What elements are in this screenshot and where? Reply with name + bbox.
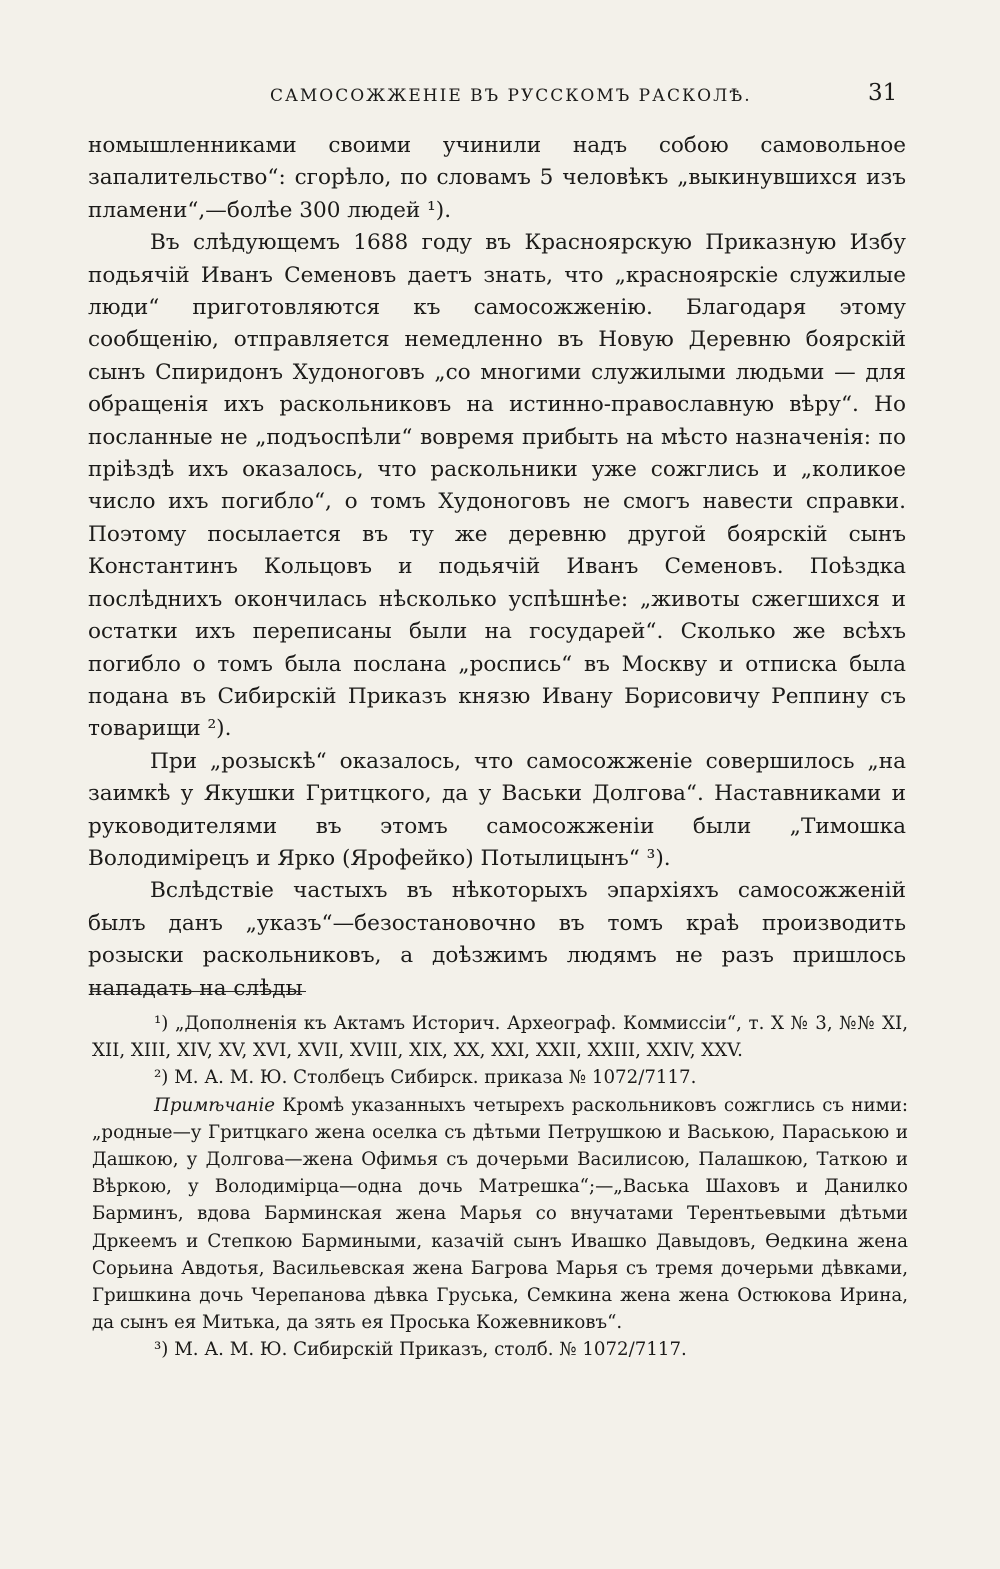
footnote-marker: ¹) — [154, 1013, 169, 1034]
paragraph: Вслѣдствіе частыхъ въ нѣкоторыхъ эпархіяхъ самосожженій былъ данъ „указъ“—безостановочно въ томъ краѣ производить розыски раскольниковъ, а доѣзжимъ людямъ не разъ пришлось нападать на слѣды — [88, 878, 906, 1001]
footnote-text: М. А. М. Ю. Сибирскій Приказъ, столб. № 1072/7117. — [174, 1339, 687, 1361]
footnote-marker: ³) — [154, 1339, 169, 1361]
footnote-divider — [90, 991, 306, 992]
note-label: Примѣчаніе — [154, 1094, 276, 1116]
paragraph-continued: номышленниками своими учинили надъ собою самовольное запалительство“: сгорѣло, по словамъ 5 человѣкъ „выкинувшихся изъ пламени“,—болѣе 300 людей ¹). — [88, 133, 906, 223]
running-head: САМОСОЖЖЕНІЕ ВЪ РУССКОМЪ РАСКОЛѢ. — [270, 86, 752, 106]
footnote-text: „Дополненія къ Актамъ Историч. Археограф. Коммиссіи“, т. X № 3, №№ XI, XII, XIII, XIV, XV, XVI, XVII, XVIII, XIX, XX, XXI, XXII, XXIII, XXIV, XXV. — [92, 1013, 908, 1062]
main-text — [88, 130, 906, 1005]
footnote-1 — [92, 1010, 908, 1064]
paragraph: Въ слѣдующемъ 1688 году въ Красноярскую Приказную Избу подьячій Иванъ Семеновъ даетъ знать, что „красноярскіе служилые люди“ приготовляются къ самосожженію. Благодаря этому сообщенію, отправляется немедленно въ Новую Деревню боярскій сынъ Спиридонъ Худоноговъ „со многими служилыми людьми — для обращенія ихъ раскольниковъ на истинно-православную вѣру“. Но посланные не „подъоспѣли“ вовремя прибыть на мѣсто назначенія: по пріѣздѣ ихъ оказалось, что раскольники уже сожглись и „коликое число ихъ погибло“, о томъ Худоноговъ не смогъ навести справки. Поэтому посылается въ ту же деревню другой боярскій сынъ Константинъ Кольцовъ и подьячій Иванъ Семеновъ. Поѣздка послѣднихъ окончилась нѣсколько успѣшнѣе: „животы сжегшихся и остатки ихъ переписаны были на государей“. Сколько же всѣхъ погибло о томъ была послана „роспись“ въ Москву и отписка была подана въ Сибирскій Приказъ князю Ивану Борисовичу Реппину съ товарищи ²). — [88, 230, 906, 742]
paragraph: При „розыскѣ“ оказалось, что самосожженіе совершилось „на заимкѣ у Якушки Гритцкого, да у Васьки Долгова“. Наставниками и руководителями въ этомъ самосожженіи были „Тимошка Володимірецъ и Ярко (Ярофейко) Потылицынъ“ ³). — [88, 748, 906, 871]
note-text: Кромѣ указанныхъ четырехъ раскольниковъ сожглись съ ними: „родные—у Гритцкаго жена оселка съ дѣтьми Петрушкою и Ваською, Параською и Дашкою, у Долгова—жена Офимья съ дочерьми Василисою, Палашкою, Таткою и Вѣркою, у Володимірца—одна дочь Матрешка“;—„Васька Шаховъ и Данилко Барминъ, вдова Барминская жена Марья со внучатами Терентьевыми дѣтьми Дркеемъ и Степкою Бармиными, казачій сынъ Ивашко Давыдовъ, Ѳедкина жена Сорьина Авдотья, Васильевская жена Багрова Марья съ тремя дочерьми дѣвками, Гришкина дочь Черепанова дѣвка Груська, Семкина жена жена Остюкова Ирина, да сынъ ея Митька, да зять ея Проська Кожевниковъ“. — [92, 1094, 908, 1334]
footnote-2 — [92, 1064, 908, 1091]
page-number: 31 — [868, 80, 898, 106]
footnote-3 — [92, 1336, 908, 1363]
footnotes — [92, 1010, 908, 1364]
footnote-note — [92, 1092, 908, 1337]
footnote-marker: ²) — [154, 1067, 169, 1089]
footnote-text: М. А. М. Ю. Столбецъ Сибирск. приказа № 1072/7117. — [174, 1067, 697, 1089]
